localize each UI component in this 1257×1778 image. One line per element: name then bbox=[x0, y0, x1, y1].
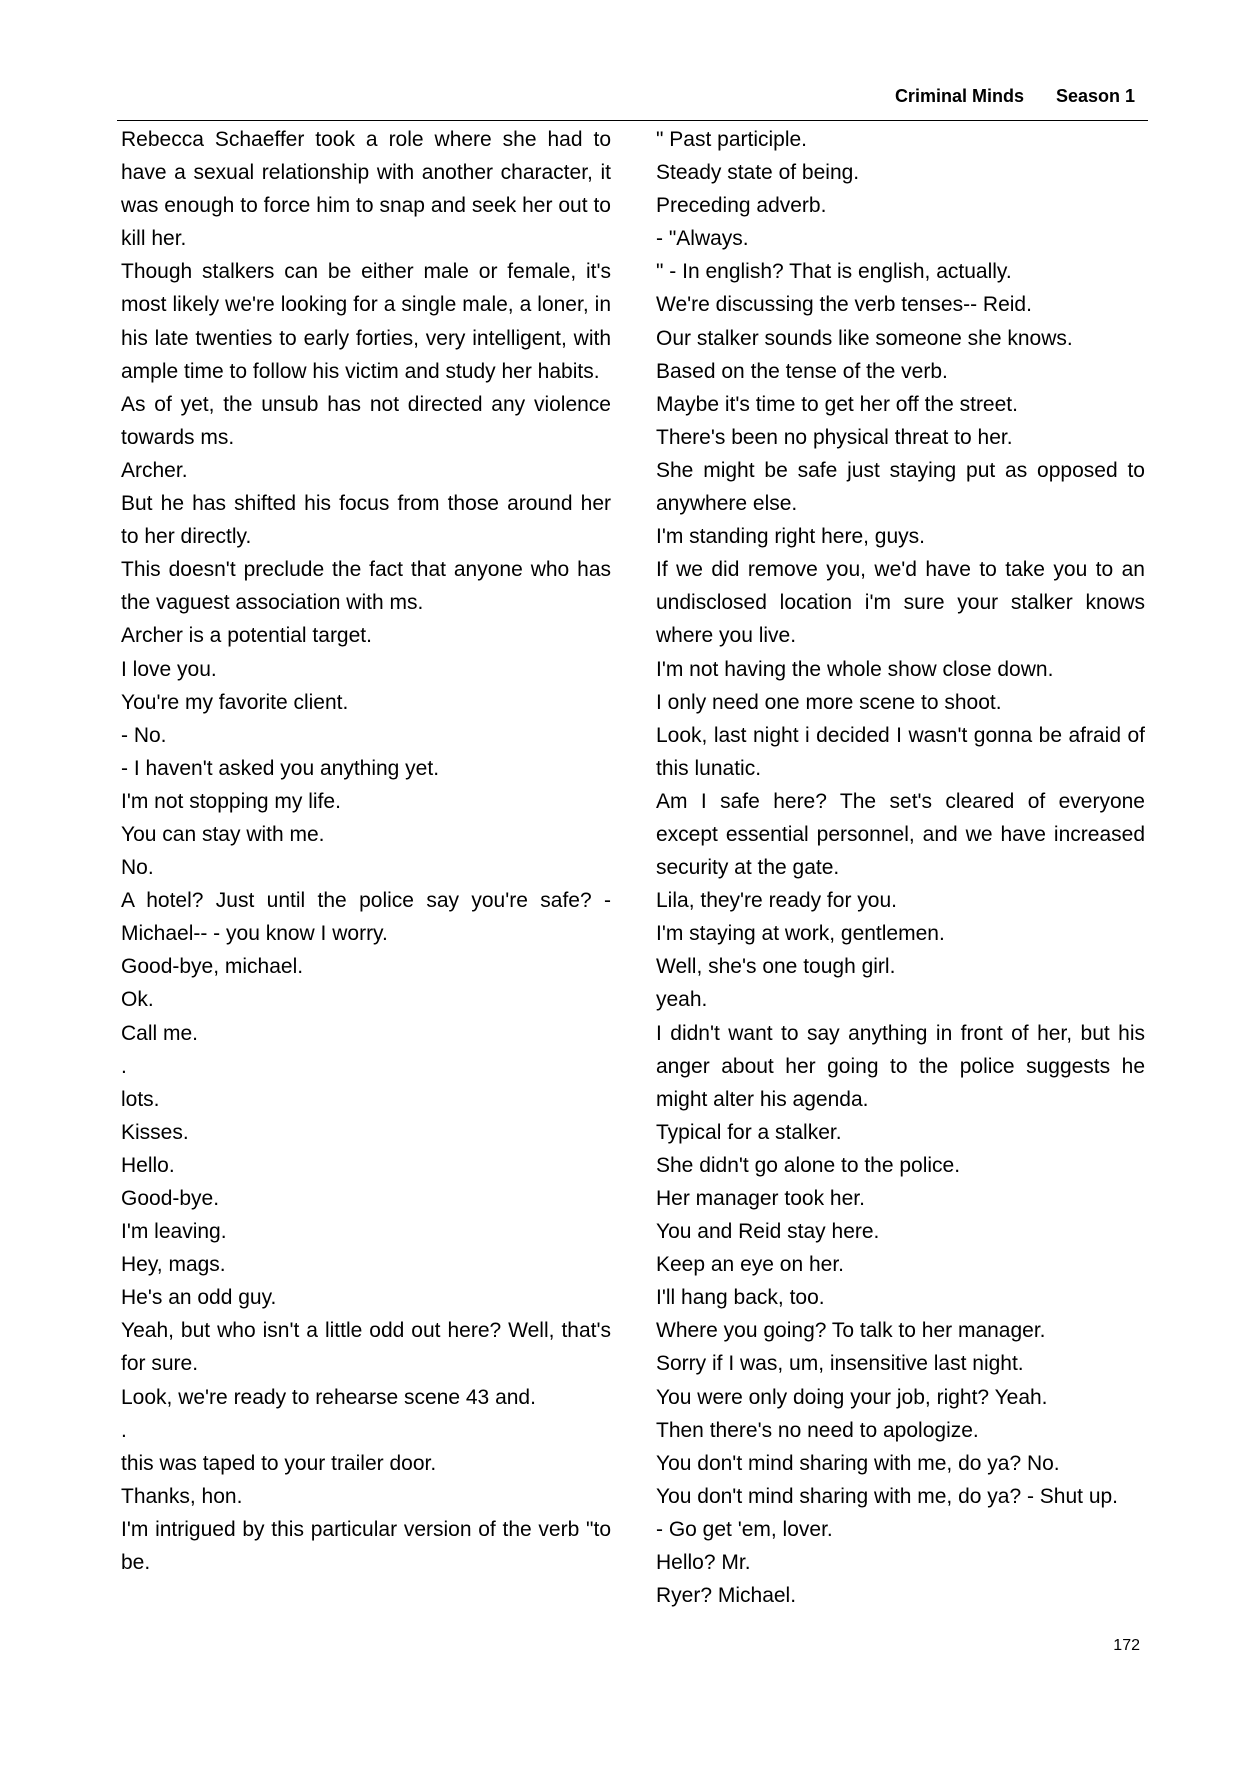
transcript-line: Steady state of being. bbox=[656, 161, 860, 185]
transcript-line: yeah. bbox=[656, 988, 708, 1012]
transcript-line: Typical for a stalker. bbox=[656, 1120, 842, 1144]
transcript-line: Maybe it's time to get her off the street. bbox=[656, 392, 1018, 416]
transcript-line: You don't mind sharing with me, do ya? - Shut up. bbox=[656, 1484, 1119, 1508]
transcript-line: This doesn't preclude the fact that anyone who has the vaguest association with ms. bbox=[121, 558, 611, 615]
transcript-line: " - In english? That is english, actually. bbox=[656, 260, 1012, 284]
transcript-line: I'm staying at work, gentlemen. bbox=[656, 922, 945, 946]
transcript-line: She might be safe just staying put as opposed to anywhere else. bbox=[656, 458, 1145, 516]
transcript-line: There's been no physical threat to her. bbox=[656, 425, 1013, 449]
transcript-line: Preceding adverb. bbox=[656, 194, 827, 218]
transcript-line: Ryer? Michael. bbox=[656, 1584, 797, 1608]
transcript-line: I love you. bbox=[121, 657, 217, 681]
transcript-line: Lila, they're ready for you. bbox=[656, 889, 897, 913]
transcript-line: I'm not having the whole show close down. bbox=[656, 657, 1054, 681]
transcript-line: I didn't want to say anything in front of her, but his anger about her going to the police suggests he might alter his agenda. bbox=[656, 1021, 1145, 1111]
transcript-line: Ok. bbox=[121, 988, 154, 1012]
transcript-line: Archer is a potential target. bbox=[121, 624, 372, 648]
transcript-line: A hotel? Just until the police say you're safe? - Michael-- - you know I worry. bbox=[121, 889, 611, 946]
transcript-line: Archer. bbox=[121, 458, 188, 482]
transcript-line: . bbox=[121, 1054, 127, 1078]
transcript-line: Call me. bbox=[121, 1021, 199, 1045]
transcript-line: Yeah, but who isn't a little odd out here? Well, that's for sure. bbox=[121, 1319, 611, 1376]
transcript-line: Good-bye. bbox=[121, 1187, 220, 1210]
transcript-line: If we did remove you, we'd have to take you to an undisclosed location i'm sure your stalker knows where you live. bbox=[656, 558, 1145, 648]
transcript-line: - No. bbox=[121, 723, 167, 747]
transcript-line: We're discussing the verb tenses-- Reid. bbox=[656, 293, 1032, 317]
transcript-line: Keep an eye on her. bbox=[656, 1253, 844, 1277]
transcript-line: - "Always. bbox=[656, 227, 749, 251]
transcript-line: Good-bye, michael. bbox=[121, 955, 304, 979]
transcript-line: Where you going? To talk to her manager. bbox=[656, 1319, 1046, 1343]
transcript-line: I'm intrigued by this particular version of the verb "to be. bbox=[121, 1517, 611, 1575]
right-transcript-column bbox=[656, 123, 1145, 1612]
transcript-line: Look, last night i decided I wasn't gonna be afraid of this lunatic. bbox=[656, 723, 1145, 780]
transcript-line: . bbox=[121, 1418, 127, 1442]
transcript-line: Am I safe here? The set's cleared of everyone except essential personnel, and we have increased security at the gate. bbox=[656, 789, 1145, 880]
transcript-line: You don't mind sharing with me, do ya? No. bbox=[656, 1451, 1060, 1475]
transcript-line: You and Reid stay here. bbox=[656, 1220, 880, 1244]
transcript-line: You were only doing your job, right? Yeah. bbox=[656, 1385, 1048, 1409]
transcript-line: Look, we're ready to rehearse scene 43 and. bbox=[121, 1385, 536, 1409]
transcript-line: lots. bbox=[121, 1087, 160, 1111]
page-header bbox=[117, 86, 1148, 121]
transcript-line: - I haven't asked you anything yet. bbox=[121, 756, 440, 780]
transcript-line: Our stalker sounds like someone she knows. bbox=[656, 326, 1073, 350]
left-transcript-column bbox=[121, 123, 611, 1579]
transcript-line: this was taped to your trailer door. bbox=[121, 1451, 437, 1475]
transcript-line: Sorry if I was, um, insensitive last night. bbox=[656, 1352, 1024, 1376]
series-title: Criminal Minds bbox=[894, 86, 1024, 106]
transcript-line: Thanks, hon. bbox=[121, 1484, 243, 1508]
transcript-line: He's an odd guy. bbox=[121, 1286, 277, 1310]
transcript-line: Then there's no need to apologize. bbox=[656, 1418, 979, 1442]
transcript-line: " Past participle. bbox=[656, 128, 808, 151]
transcript-line: I'm standing right here, guys. bbox=[656, 525, 925, 549]
transcript-line: Though stalkers can be either male or female, it's most likely we're looking for a single male, a loner, in his late twenties to early forties, very intelligent, with ample time to follow his victim and study her habits. bbox=[121, 260, 611, 383]
transcript-line: I'll hang back, too. bbox=[656, 1286, 825, 1310]
transcript-line: You can stay with me. bbox=[121, 822, 325, 846]
transcript-line: As of yet, the unsub has not directed any violence towards ms. bbox=[121, 392, 611, 449]
transcript-line: No. bbox=[121, 856, 154, 880]
transcript-line: But he has shifted his focus from those around her to her directly. bbox=[121, 492, 611, 549]
transcript-line: Hello? Mr. bbox=[656, 1551, 751, 1575]
transcript-line: I'm not stopping my life. bbox=[121, 789, 341, 813]
page-number: 172 bbox=[1113, 1637, 1140, 1654]
transcript-line: Hey, mags. bbox=[121, 1253, 226, 1277]
transcript-line: You're my favorite client. bbox=[121, 690, 349, 714]
transcript-line: Based on the tense of the verb. bbox=[656, 359, 948, 383]
transcript-line: I only need one more scene to shoot. bbox=[656, 690, 1002, 714]
transcript-line: Rebecca Schaeffer took a role where she had to have a sexual relationship with another character, it was enough to force him to snap and seek her out to kill her. bbox=[121, 128, 611, 251]
transcript-line: Well, she's one tough girl. bbox=[656, 955, 896, 979]
transcript-line: She didn't go alone to the police. bbox=[656, 1153, 961, 1177]
transcript-line: Her manager took her. bbox=[656, 1187, 865, 1210]
transcript-line: I'm leaving. bbox=[121, 1220, 227, 1244]
season-label: Season 1 bbox=[1055, 86, 1135, 106]
transcript-line: Hello. bbox=[121, 1153, 175, 1177]
transcript-line: - Go get 'em, lover. bbox=[656, 1517, 833, 1541]
transcript-line: Kisses. bbox=[121, 1120, 189, 1144]
